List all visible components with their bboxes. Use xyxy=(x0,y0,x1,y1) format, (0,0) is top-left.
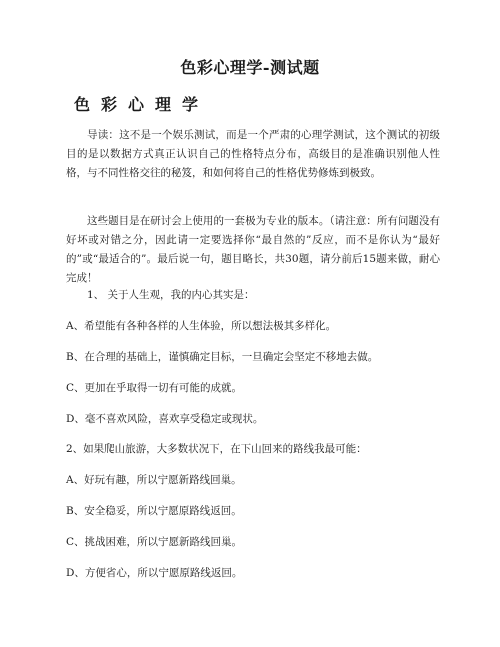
document-subtitle: 色彩心理学 xyxy=(74,95,210,114)
question-2-option-d: D、方便省心，所以宁愿原路线返回。 xyxy=(66,567,243,579)
question-2-stem: 2、如果爬山旅游，大多数状况下，在下山回来的路线我最可能： xyxy=(66,443,367,455)
question-1-option-c: C、更加在乎取得一切有可能的成就。 xyxy=(66,382,243,394)
question-1-option-a: A、希望能有各种各样的人生体验，所以想法极其多样化。 xyxy=(66,320,337,332)
question-2-option-b: B、安全稳妥，所以宁愿原路线返回。 xyxy=(66,505,242,517)
question-2-option-c: C、挑战困难，所以宁愿新路线回巢。 xyxy=(66,536,243,548)
question-1-stem: 1、 关于人生观，我的内心其实是： xyxy=(87,289,255,301)
question-2-option-a: A、好玩有趣，所以宁愿新路线回巢。 xyxy=(66,474,242,486)
question-1-option-b: B、在合理的基础上，谨慎确定目标，一旦确定会坚定不移地去做。 xyxy=(66,351,379,363)
intro-paragraph-2: 这些题目是在研讨会上使用的一套极为专业的版本。（请注意：所有问题没有好坏或对错之分，因此请一定要选择你“最自然的”反应，而不是你认为“最好的”或“最适合的”。最后说一句，题目略长，共30题，请分前后15题来做，耐心完成！ xyxy=(66,215,440,284)
question-1-option-d: D、毫不喜欢风险，喜欢享受稳定或现状。 xyxy=(66,413,264,425)
document-title: 色彩心理学-测试题 xyxy=(180,58,320,77)
intro-paragraph-1: 导读：这不是一个娱乐测试，而是一个严肃的心理学测试，这个测试的初级目的是以数据方式真正认识自己的性格特点分布，高级目的是准确识别他人性格，与不同性格交往的秘笈，和如何将自己的性格优势修炼到极致。 xyxy=(66,129,440,179)
